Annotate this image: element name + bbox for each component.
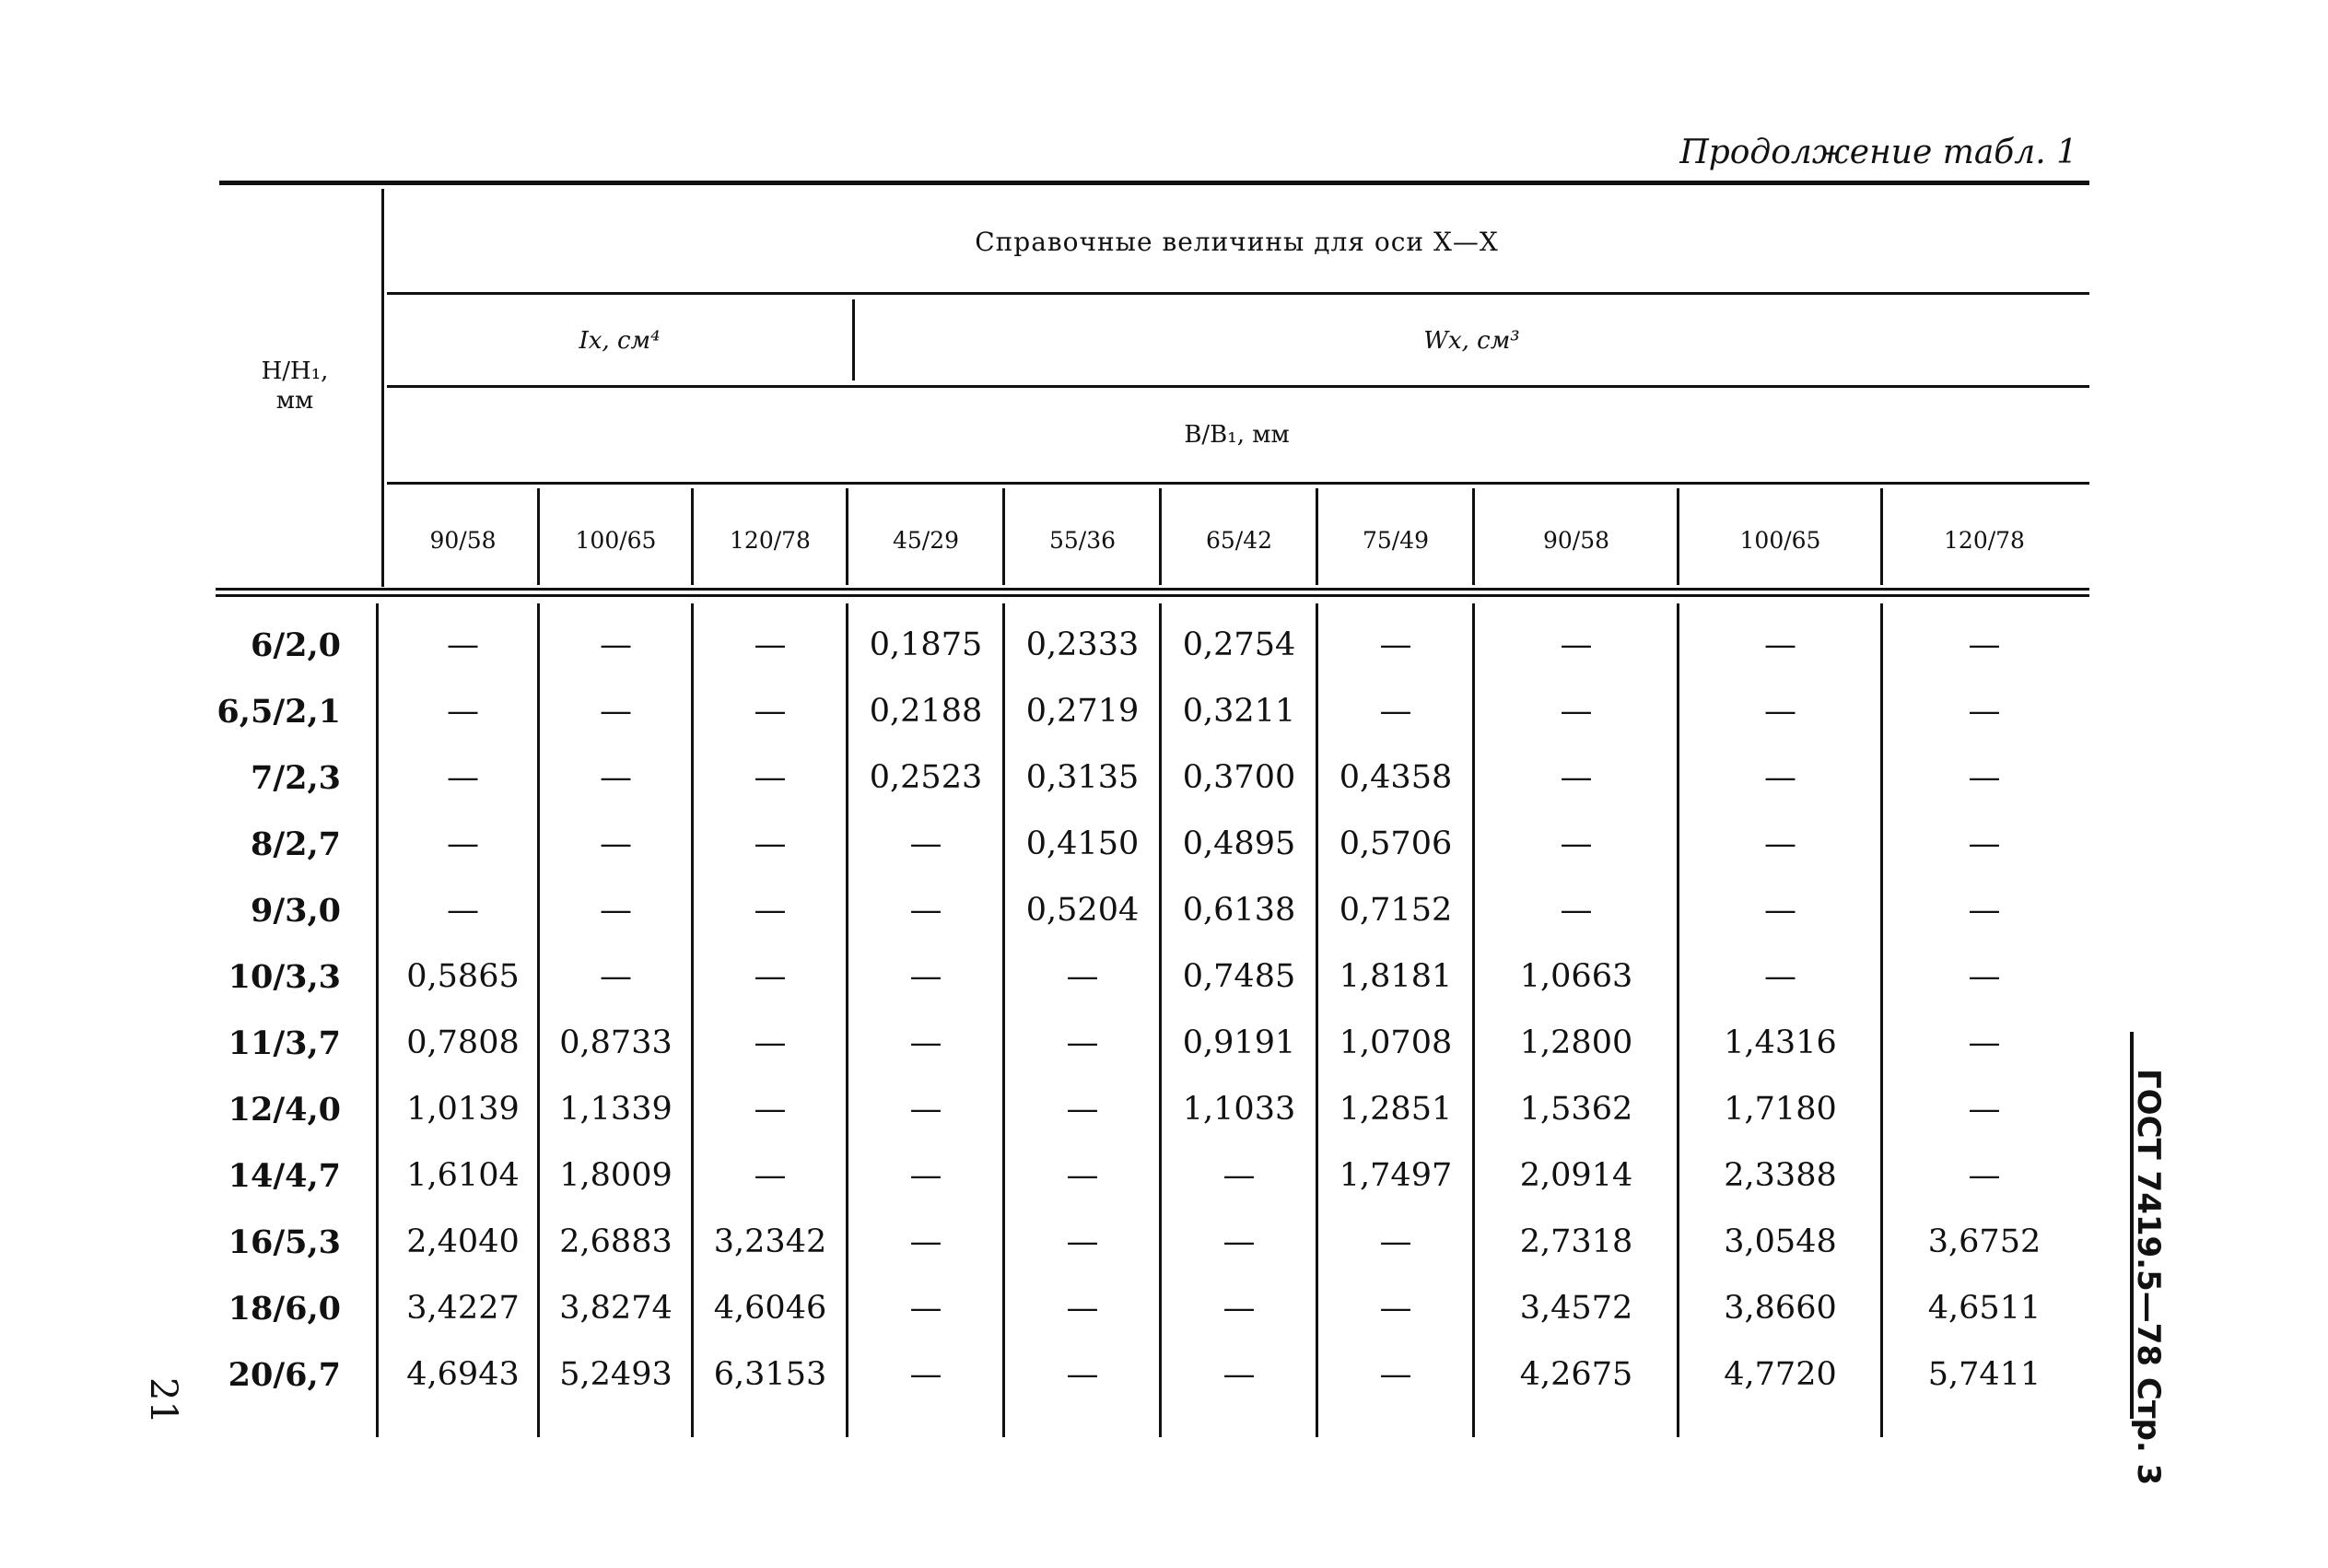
table-cell: 2,0914 <box>1519 1157 1633 1194</box>
table-cell: — <box>600 693 632 730</box>
table-cell: — <box>447 892 479 929</box>
table-cell: 0,6138 <box>1182 892 1296 929</box>
table-cell: 0,2523 <box>869 759 983 796</box>
quantity-header-wx: Wx, см³ <box>1423 327 1520 355</box>
column-header: 90/58 <box>1542 527 1610 554</box>
table-cell: — <box>447 693 479 730</box>
table-cell: — <box>754 1157 787 1194</box>
table-top-rule <box>219 181 2089 185</box>
table-cell: — <box>754 626 787 663</box>
table-cell: — <box>1066 1356 1099 1393</box>
table-cell: — <box>1066 1290 1099 1327</box>
group-header-rule <box>387 292 2089 295</box>
quantity-header-rule <box>387 385 2089 388</box>
table-cell: — <box>1968 1024 2001 1061</box>
column-header: 75/49 <box>1362 527 1430 554</box>
column-header-divider <box>1472 488 1475 585</box>
table-cell: — <box>1066 1157 1099 1194</box>
table-cell: — <box>1222 1290 1256 1327</box>
table-cell: 3,2342 <box>713 1223 827 1260</box>
table-cell: — <box>1560 825 1593 862</box>
table-cell: — <box>1560 759 1593 796</box>
quantity-divider <box>852 299 855 380</box>
table-cell: 4,6943 <box>406 1356 520 1393</box>
table-cell: — <box>754 1091 787 1128</box>
table-cell: — <box>447 626 479 663</box>
table-cell: 3,4572 <box>1519 1290 1633 1327</box>
row-label: 20/6,7 <box>228 1356 341 1394</box>
dimension-header-rule <box>387 482 2089 485</box>
table-cell: 0,5865 <box>406 958 520 995</box>
table-cell: 1,6104 <box>406 1157 520 1194</box>
table-cell: — <box>1066 1223 1099 1260</box>
header-double-rule-bottom <box>216 594 2089 597</box>
table-cell: 3,8274 <box>559 1290 673 1327</box>
table-cell: — <box>909 1091 942 1128</box>
table-cell: 1,1033 <box>1182 1091 1296 1128</box>
table-cell: 0,4150 <box>1025 825 1140 862</box>
table-cell: — <box>1764 626 1796 663</box>
row-label: 7/2,3 <box>250 759 341 797</box>
table-cell: — <box>1379 1290 1412 1327</box>
table-cell: 0,4358 <box>1339 759 1453 796</box>
table-cell: — <box>909 1024 942 1061</box>
table-cell: — <box>1066 1024 1099 1061</box>
table-cell: 0,7808 <box>406 1024 520 1061</box>
table-cell: 0,2719 <box>1025 693 1140 730</box>
row-label: 12/4,0 <box>228 1091 341 1129</box>
table-cell: 4,6511 <box>1927 1290 2041 1327</box>
table-cell: — <box>600 626 632 663</box>
row-label: 9/3,0 <box>250 892 341 930</box>
table-cell: 0,7152 <box>1339 892 1453 929</box>
table-cell: 1,8009 <box>559 1157 673 1194</box>
table-cell: 2,3388 <box>1724 1157 1837 1194</box>
row-label: 6,5/2,1 <box>216 693 341 731</box>
quantity-header-ix: Ix, см⁴ <box>579 327 661 355</box>
column-header-divider <box>691 488 694 585</box>
table-cell: — <box>1222 1356 1256 1393</box>
table-cell: 3,8660 <box>1724 1290 1837 1327</box>
table-cell: — <box>1764 825 1796 862</box>
column-header: 100/65 <box>575 527 657 554</box>
table-cell: 0,3700 <box>1182 759 1296 796</box>
column-header: 65/42 <box>1205 527 1273 554</box>
table-cell: 0,5204 <box>1025 892 1140 929</box>
row-label: 16/5,3 <box>228 1223 341 1261</box>
table-cell: — <box>909 958 942 995</box>
table-cell: — <box>447 825 479 862</box>
column-header-divider <box>1159 488 1162 585</box>
table-cell: — <box>754 759 787 796</box>
table-cell: — <box>1968 626 2001 663</box>
table-cell: — <box>600 759 632 796</box>
table-cell: 0,8733 <box>559 1024 673 1061</box>
table-cell: 5,7411 <box>1927 1356 2041 1393</box>
table-cell: — <box>1968 693 2001 730</box>
table-cell: 4,2675 <box>1519 1356 1633 1393</box>
table-cell: — <box>754 892 787 929</box>
table-cell: 0,9191 <box>1182 1024 1296 1061</box>
table-cell: 2,4040 <box>406 1223 520 1260</box>
table-cell: — <box>909 825 942 862</box>
table-cell: 3,0548 <box>1724 1223 1837 1260</box>
table-cell: — <box>1379 626 1412 663</box>
table-cell: — <box>1764 759 1796 796</box>
table-cell: — <box>600 825 632 862</box>
table-cell: 1,2851 <box>1339 1091 1453 1128</box>
table-cell: 1,2800 <box>1519 1024 1633 1061</box>
table-cell: 0,3211 <box>1182 693 1296 730</box>
table-cell: 0,2754 <box>1182 626 1296 663</box>
table-cell: 2,7318 <box>1519 1223 1633 1260</box>
table-cell: — <box>1764 892 1796 929</box>
row-label: 8/2,7 <box>250 825 341 863</box>
table-cell: — <box>1222 1157 1256 1194</box>
header-double-rule-top <box>216 588 2089 591</box>
table-cell: — <box>1379 1356 1412 1393</box>
column-header: 45/29 <box>892 527 960 554</box>
row-label: 14/4,7 <box>228 1157 341 1195</box>
table-cell: — <box>1764 958 1796 995</box>
column-header: 100/65 <box>1739 527 1821 554</box>
table-cell: 6,3153 <box>713 1356 827 1393</box>
table-cell: 1,0139 <box>406 1091 520 1128</box>
table-cell: — <box>1066 958 1099 995</box>
table-cell: — <box>1560 693 1593 730</box>
table-cell: — <box>1968 1091 2001 1128</box>
table-cell: — <box>909 892 942 929</box>
table-cell: 0,2188 <box>869 693 983 730</box>
table-cell: — <box>754 958 787 995</box>
table-cell: 1,7180 <box>1724 1091 1837 1128</box>
column-header: 55/36 <box>1048 527 1117 554</box>
column-header-divider <box>1677 488 1679 585</box>
table-cell: 3,6752 <box>1927 1223 2041 1260</box>
table-cell: — <box>600 892 632 929</box>
table-cell: — <box>600 958 632 995</box>
column-header-divider <box>1316 488 1318 585</box>
row-label: 11/3,7 <box>228 1024 341 1062</box>
table-cell: — <box>1379 1223 1412 1260</box>
table-cell: 4,6046 <box>713 1290 827 1327</box>
table-cell: 1,8181 <box>1339 958 1453 995</box>
column-header: 120/78 <box>1944 527 2025 554</box>
stub-divider-header <box>381 189 384 587</box>
table-cell: 1,4316 <box>1724 1024 1837 1061</box>
table-cell: — <box>1560 626 1593 663</box>
table-cell: 0,2333 <box>1025 626 1140 663</box>
table-cell: — <box>1764 693 1796 730</box>
table-cell: 1,0708 <box>1339 1024 1453 1061</box>
table-cell: 4,7720 <box>1724 1356 1837 1393</box>
table-cell: — <box>1222 1223 1256 1260</box>
table-cell: — <box>909 1157 942 1194</box>
column-header-divider <box>846 488 848 585</box>
table-cell: — <box>447 759 479 796</box>
page-number: 21 <box>142 1377 184 1424</box>
column-header-divider <box>1002 488 1005 585</box>
stub-header-line2: мм <box>275 387 314 415</box>
table-cell: 0,7485 <box>1182 958 1296 995</box>
table-cell: 2,6883 <box>559 1223 673 1260</box>
table-cell: — <box>909 1223 942 1260</box>
table-cell: — <box>754 693 787 730</box>
table-cell: 1,5362 <box>1519 1091 1633 1128</box>
table-cell: 1,7497 <box>1339 1157 1453 1194</box>
table-cell: — <box>1968 1157 2001 1194</box>
table-cell: — <box>1968 958 2001 995</box>
table-cell: — <box>1066 1091 1099 1128</box>
row-label: 10/3,3 <box>228 958 341 996</box>
table-cell: 1,1339 <box>559 1091 673 1128</box>
table-cell: — <box>754 825 787 862</box>
table-cell: 0,1875 <box>869 626 983 663</box>
table-cell: 0,3135 <box>1025 759 1140 796</box>
dimension-header: B/B₁, мм <box>1184 421 1290 449</box>
table-cell: 5,2493 <box>559 1356 673 1393</box>
table-cell: 0,5706 <box>1339 825 1453 862</box>
table-cell: — <box>1560 892 1593 929</box>
table-caption: Продолжение табл. 1 <box>1679 134 2077 171</box>
table-cell: — <box>1968 759 2001 796</box>
stub-header-line1: H/H₁, <box>261 357 329 385</box>
table-cell: — <box>1968 825 2001 862</box>
table-cell: 3,4227 <box>406 1290 520 1327</box>
stub-divider-body <box>376 603 379 1437</box>
table-cell: 0,4895 <box>1182 825 1296 862</box>
table-cell: — <box>754 1024 787 1061</box>
group-header: Справочные величины для оси X—X <box>975 227 1499 257</box>
table-cell: 1,0663 <box>1519 958 1633 995</box>
table-cell: — <box>1968 892 2001 929</box>
column-header: 120/78 <box>730 527 811 554</box>
column-header: 90/58 <box>429 527 497 554</box>
row-label: 18/6,0 <box>228 1290 341 1328</box>
side-document-reference: ГОСТ 7419.5—78 Стр. 3 <box>2130 1069 2167 1486</box>
table-cell: — <box>1379 693 1412 730</box>
column-header-divider <box>1880 488 1883 585</box>
table-cell: — <box>909 1290 942 1327</box>
column-header-divider <box>537 488 540 585</box>
table-cell: — <box>909 1356 942 1393</box>
row-label: 6/2,0 <box>250 626 341 664</box>
